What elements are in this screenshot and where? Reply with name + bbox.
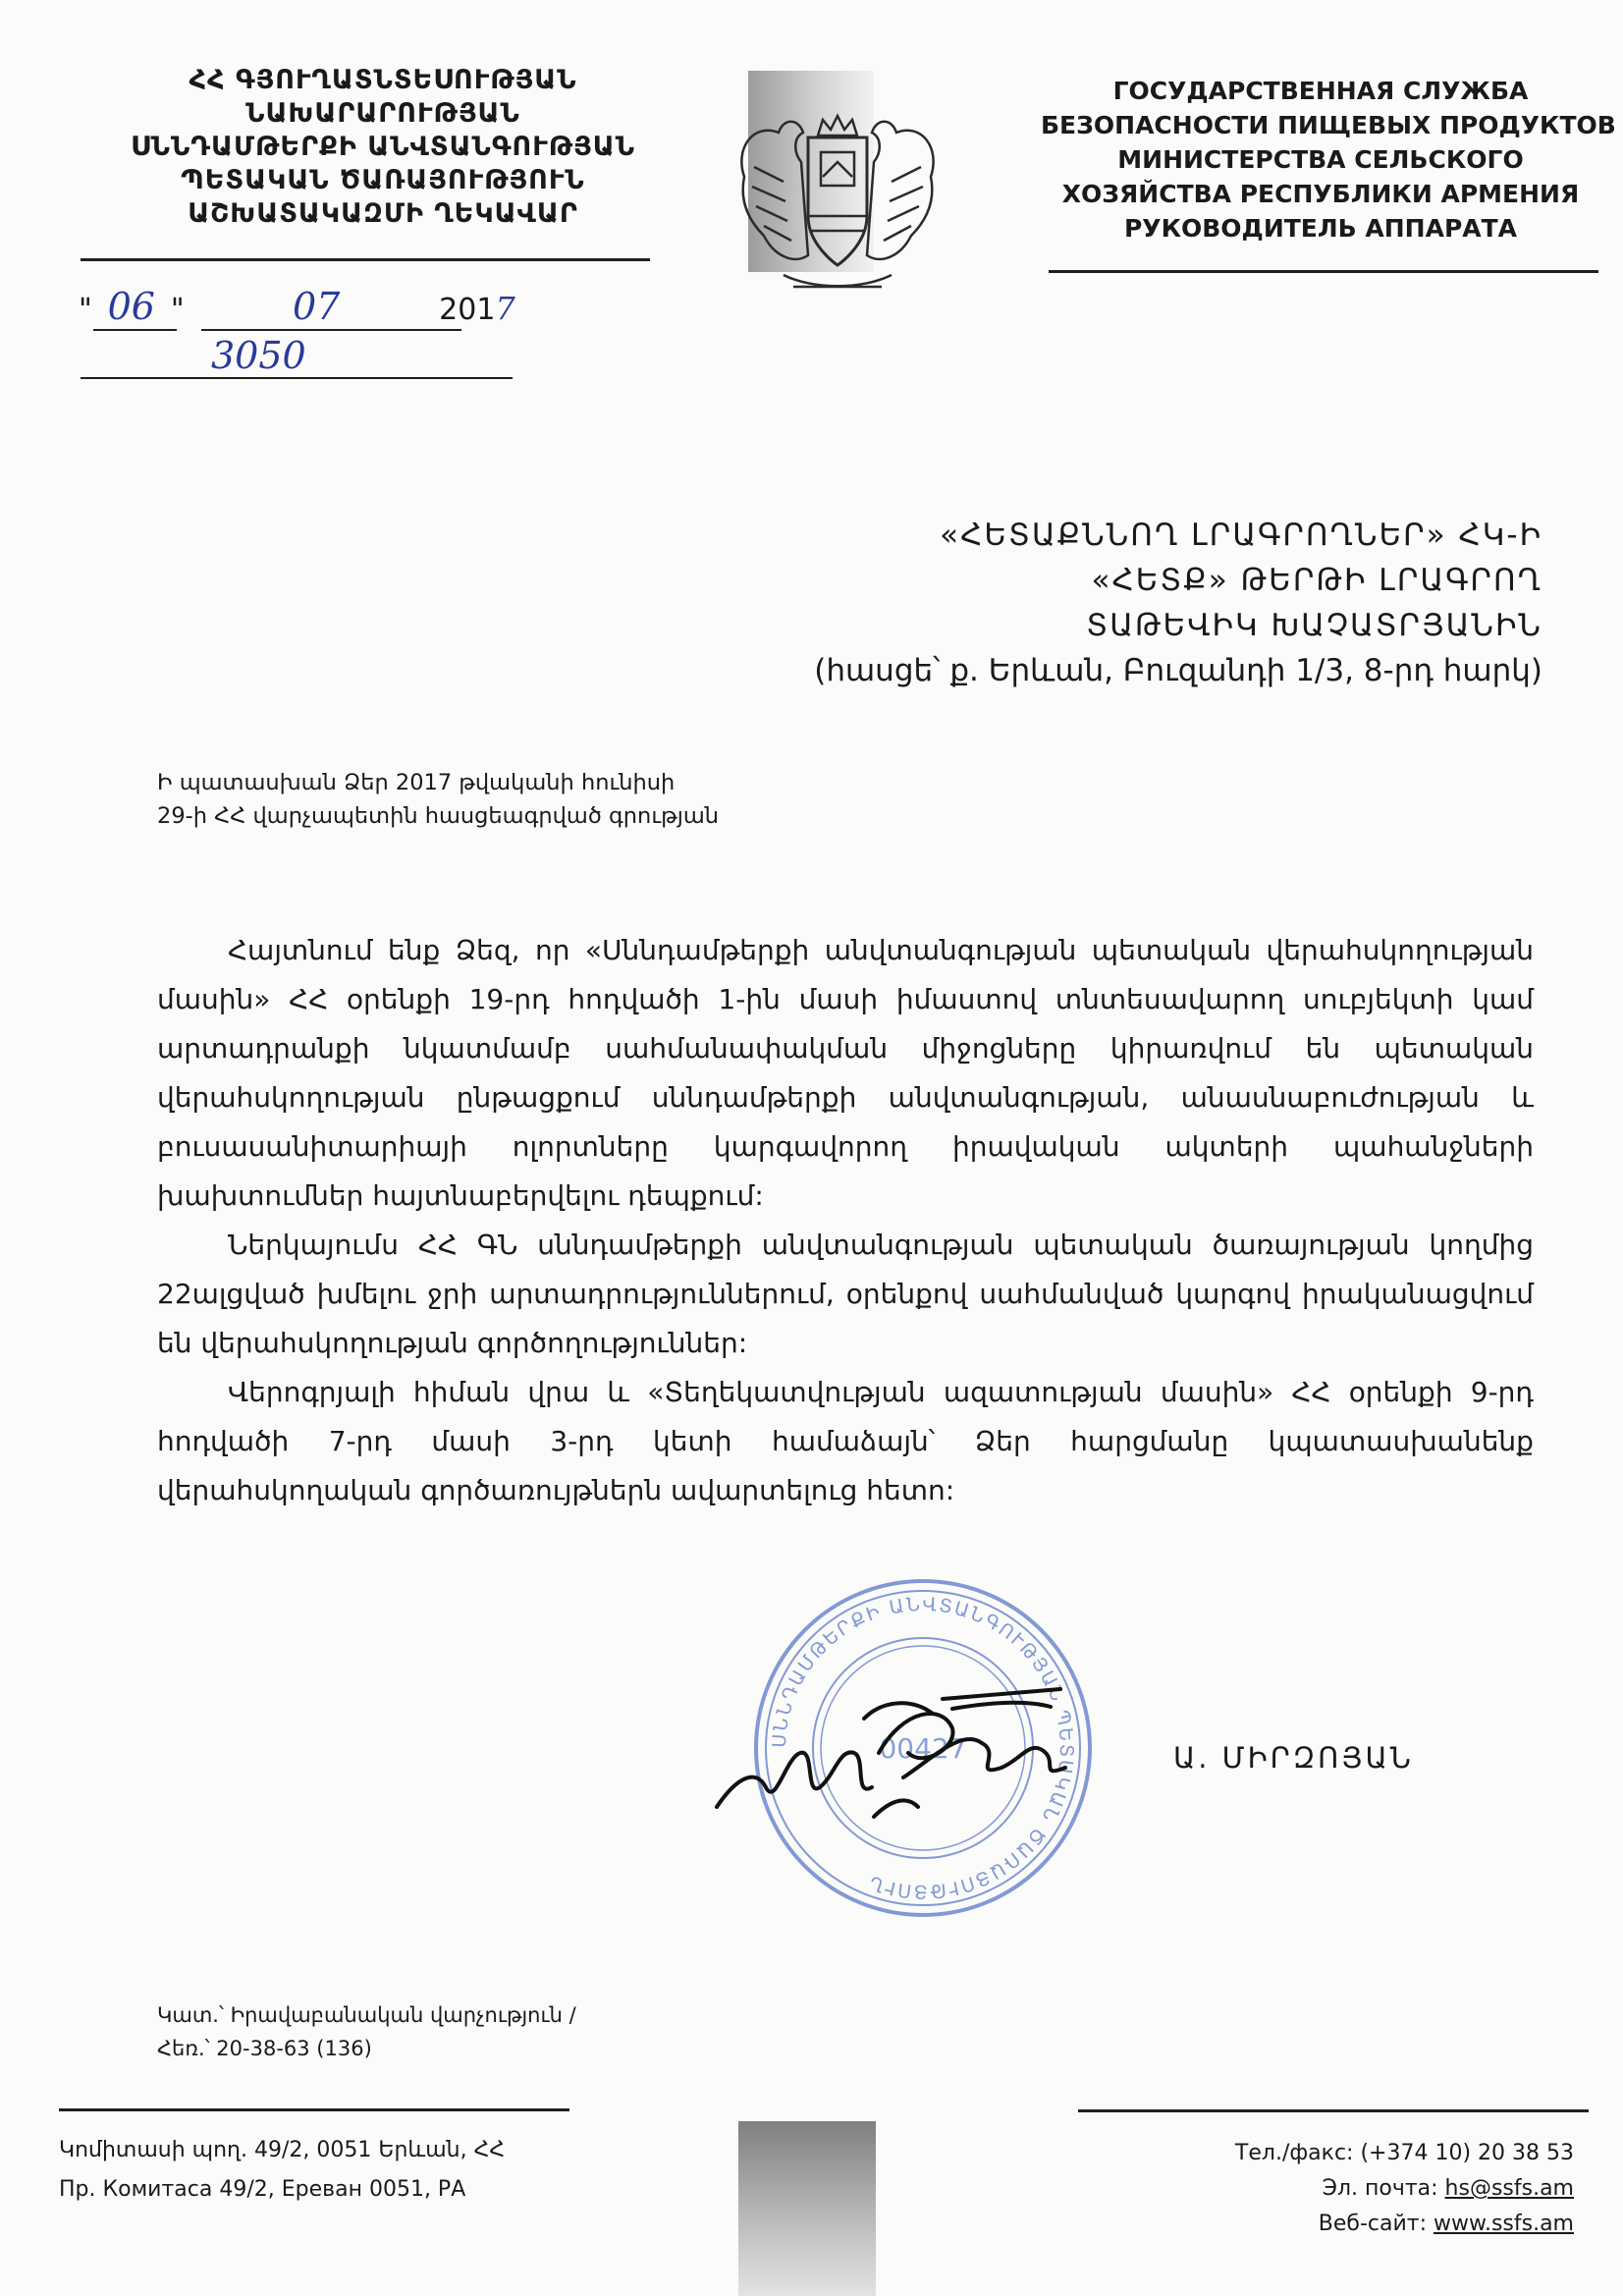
footer-email-row	[1235, 2171, 1574, 2207]
addressee-line: «ՀԵՏԱՔՆՆՈՂ ԼՐԱԳՐՈՂՆԵՐ» ՀԿ-Ի	[940, 518, 1542, 553]
addressee-address: (հասցե՝ ք. Երևան, Բուզանդի 1/3, 8-րդ հարկ)	[814, 653, 1542, 688]
footer-gray-band	[738, 2121, 876, 2296]
email-label: Эл. почта:	[1322, 2176, 1438, 2201]
website-link[interactable]: www.ssfs.am	[1434, 2212, 1574, 2236]
addressee-line: «ՀԵՏՔ» ԹԵՐԹԻ ԼՐԱԳՐՈՂ	[1091, 563, 1542, 598]
header-left-line: ՊԵՏԱԿԱՆ ԾԱՌԱՅՈՒԹՅՈՒՆ	[181, 165, 585, 195]
header-right-russian	[1041, 74, 1616, 246]
date-quote: "	[170, 293, 185, 327]
header-right-line: МИНИСТЕРСТВА СЕЛЬСКОГО	[1117, 145, 1524, 174]
reference-line: Ի պատասխան Ձեր 2017 թվականի հունիսի	[157, 770, 676, 795]
letter-body	[157, 926, 1534, 1515]
phone-value: (+374 10) 20 38 53	[1360, 2141, 1574, 2165]
date-quote: "	[79, 293, 92, 327]
footer-left-rule	[59, 2108, 569, 2111]
header-right-rule	[1049, 270, 1598, 273]
date-row	[79, 285, 515, 328]
reference-block	[157, 766, 719, 833]
header-left-line: ՀՀ ԳՅՈՒՂԱՏՆՏԵՍՈՒԹՅԱՆ	[189, 65, 577, 95]
header-right-line: ГОСУДАРСТВЕННАЯ СЛУЖБА	[1112, 77, 1529, 105]
date-day: 06	[107, 285, 155, 328]
date-month-underline	[201, 329, 461, 331]
footer-address-russian: Пр. Комитаса 49/2, Ереван 0051, РА	[59, 2177, 466, 2202]
date-year-suffix: 7	[495, 290, 515, 327]
executor-line: Կատ.՝ Իրավաբանական վարչություն /	[157, 2003, 576, 2027]
header-left-line: ԱՇԽԱՏԱԿԱԶՄԻ ՂԵԿԱՎԱՐ	[188, 198, 578, 229]
header-right-line: БЕЗОПАСНОСТИ ПИЩЕВЫХ ПРОДУКТОВ	[1041, 111, 1616, 139]
email-link[interactable]: hs@ssfs.am	[1444, 2176, 1574, 2201]
stamp-outer-text: ՍՆՆԴԱՄԹԵՐՔԻ ԱՆՎՏԱՆԳՈՒԹՅԱՆ ՊԵՏԱԿԱՆ ԾԱՌԱՅՈՒԹՅՈՒՆ	[768, 1593, 1078, 1903]
header-right-line: РУКОВОДИТЕЛЬ АППАРАТА	[1123, 214, 1518, 243]
addressee-line: ՏԱԹԵՎԻԿ ԽԱՉԱՏՐՅԱՆԻՆ	[1086, 608, 1542, 643]
footer-web-row	[1235, 2207, 1574, 2242]
handwritten-signature	[707, 1660, 1080, 1846]
body-paragraph: Վերոգրյալի հիման վրա և «Տեղեկատվության ազատության մասին» ՀՀ օրենքի 9-րդ հոդվածի 7-րդ մասի 3-րդ կետի համաձայն՝ Ձեր հարցմանը կպատասխանենք վերահսկողական գործառույթներն ավարտելուց հետո:	[157, 1376, 1534, 1506]
footer-address-armenian: Կոմիտասի պող. 49/2, 0051 Երևան, ՀՀ	[59, 2138, 506, 2162]
signatory-name: Ա. ՄԻՐԶՈՅԱՆ	[1173, 1741, 1414, 1775]
header-right-line: ХОЗЯЙСТВА РЕСПУБЛИКИ АРМЕНИЯ	[1061, 180, 1580, 208]
date-day-underline	[93, 329, 177, 331]
header-left-line: ՆԱԽԱՐԱՐՈՒԹՅԱՆ	[245, 98, 520, 129]
date-year-prefix: 201	[439, 293, 496, 327]
body-paragraph: Հայտնում ենք Ձեզ, որ «Սննդամթերքի անվտանգության պետական վերահսկողության մասին» ՀՀ օրենքի 19-րդ հոդվածի 1-ին մասի իմաստով տնտեսավարող սուբյեկտի կամ արտադրանքի նկատմամբ սահմանափակման միջոցները կիրառվում են պետական վերահսկողության ընթացքում սննդամթերքի անվտանգության, անասնաբուժության և բուսասանիտարիայի ոլորտները կարգավորող իրավական ակտերի պահանջների խախտումներ հայտնաբերվելու դեպքում:	[157, 934, 1534, 1212]
executor-block	[157, 1998, 576, 2065]
footer-right-rule	[1078, 2109, 1589, 2112]
date-month: 07	[292, 285, 341, 328]
coat-of-arms-icon	[725, 108, 950, 304]
number-underline	[81, 377, 513, 379]
header-left-armenian	[108, 64, 658, 231]
header-left-rule	[81, 258, 650, 261]
reference-line: 29-ի ՀՀ վարչապետին հասցեագրված գրության	[157, 803, 719, 829]
web-label: Веб-сайт:	[1318, 2212, 1427, 2236]
addressee-block	[814, 513, 1542, 693]
header-left-line: ՍՆՆԴԱՄԹԵՐՔԻ ԱՆՎՏԱՆԳՈՒԹՅԱՆ	[130, 132, 636, 162]
phone-label: Тел./факс:	[1234, 2141, 1354, 2165]
footer-contacts	[1235, 2136, 1574, 2242]
outgoing-number: 3050	[211, 334, 306, 377]
body-paragraph: Ներկայումս ՀՀ ԳՆ սննդամթերքի անվտանգության պետական ծառայության կողմից 22ալցված խմելու ջրի արտադրություններում, օրենքով սահմանված կարգով իրականացվում են վերահսկողության գործողություններ:	[157, 1229, 1534, 1359]
footer-address	[59, 2131, 505, 2210]
executor-phone: Հեռ.՝ 20-38-63 (136)	[157, 2037, 372, 2060]
stamp-inner-text: 00427	[879, 1732, 967, 1765]
footer-phone-row	[1235, 2136, 1574, 2171]
